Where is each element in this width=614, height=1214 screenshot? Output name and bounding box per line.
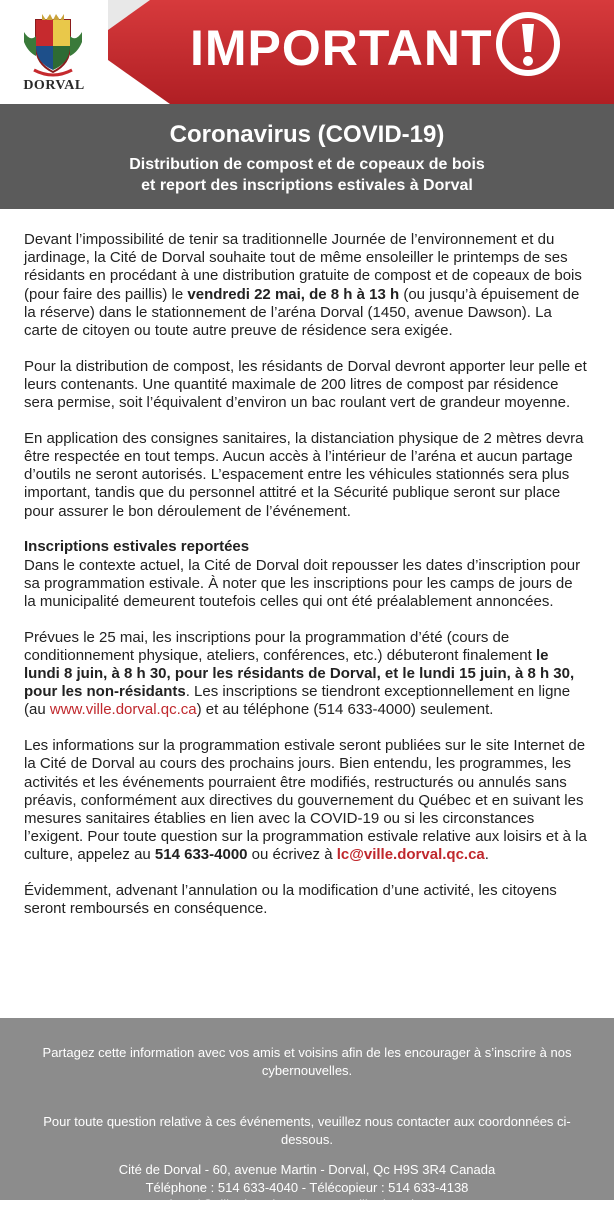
p1-text-b: (ou jusqu’à épuisement de la réserve) dans le stationnement de l’aréna Dorval (1450, avenue Dawson). La carte de citoyen ou toute autre preuve de résidence sera exigée. <box>24 285 580 340</box>
exclamation-circle-icon <box>494 10 562 78</box>
subtitle-line-2: et report des inscriptions estivales à Dorval <box>141 177 473 194</box>
p5-text-b: . Les inscriptions se tiendront exceptionnellement en ligne (au <box>24 683 571 719</box>
important-title: IMPORTANT <box>190 20 493 76</box>
footer-phones: Téléphone : 514 633-4040 - Télécopieur : 514 633-4138 <box>145 1179 469 1195</box>
footer <box>0 1018 614 1212</box>
p4-text: Dans le contexte actuel, la Cité de Dorval doit repousser les dates d’inscription pour sa programmation estivale. À noter que les inscriptions pour les camps de jours de la municipalité demeurent toutefois celles qui ont été préalablement annoncées. <box>24 556 581 610</box>
p6-text-b: ou écrivez à <box>247 846 337 864</box>
footer-share-text: Partagez cette information avec vos amis et voisins afin de les encourager à s’inscrire à nos cybernouvelles. <box>42 1045 572 1078</box>
paragraph-program-info <box>24 737 588 864</box>
footer-contact-block <box>20 1161 594 1214</box>
p5-dates-bold: le lundi 8 juin, à 8 h 30, pour les résidants de Dorval, et le lundi 15 juin, à 8 h 30, pour les non-résidants <box>24 646 575 701</box>
footer-address: Cité de Dorval - 60, avenue Martin - Dorval, Qc H9S 3R4 Canada <box>118 1162 496 1177</box>
header-banner <box>0 0 614 104</box>
p1-date-bold: vendredi 22 mai, de 8 h à 13 h <box>187 285 400 303</box>
dorval-crest-icon <box>22 12 84 78</box>
footer-web-links[interactable]: dorval@ville.dorval.qc.ca - www.ville.dorval.qc.ca <box>165 1197 449 1212</box>
article-body <box>0 209 614 919</box>
subtitle-line-1: Distribution de compost et de copeaux de bois <box>129 156 485 173</box>
website-link[interactable]: www.ville.dorval.qc.ca <box>49 701 197 719</box>
p5-text-a: Prévues le 25 mai, les inscriptions pour la programmation d’été (cours de conditionnement physique, ateliers, conférences, etc.) débuteront finalement <box>24 628 536 664</box>
page-subtitle <box>0 154 614 196</box>
paragraph-refund: Évidemment, advenant l’annulation ou la modification d’une activité, les citoyens seront remboursés en conséquence. <box>24 882 557 918</box>
paragraph-compost-distribution <box>24 231 588 340</box>
paragraph-registration-dates <box>24 629 588 720</box>
page-title: Coronavirus (COVID-19) <box>169 121 445 148</box>
paragraph-sanitary-rules: En application des consignes sanitaires, la distanciation physique de 2 mètres devra être respectée en tout temps. Aucun accès à l’intérieur de l’aréna et aucun partage d’outils ne seront autorisés. L’espacement entre les véhicules stationnés sera plus important, tandis que du personnel attitré et la Sécurité publique seront sur place pour assurer le bon déroulement de l’événement. <box>24 429 584 520</box>
dorval-logo <box>0 0 108 104</box>
p5-text-c: ) et au téléphone (514 633-4000) seulement. <box>196 701 494 719</box>
footer-contact-text: Pour toute question relative à ces événements, veuillez nous contacter aux coordonnées ci-dessous. <box>43 1114 571 1147</box>
email-link[interactable]: lc@ville.dorval.qc.ca <box>336 846 485 864</box>
p6-text-a: Les informations sur la programmation estivale seront publiées sur le site Internet de la Cité de Dorval au cours des prochains jours. Bien entendu, les programmes, les activités et les événements pourraient être modifiés, restructurés ou annulés sans préavis, conformément aux directives du gouvernement du Québec et en suivant les mesures sanitaires établies en lien avec la COVID-19 ou si les circonstances l’exigent. Pour toute question sur la programmation estivale relative aux loisirs et à la culture, appelez au <box>24 737 587 864</box>
paragraph-compost-rules: Pour la distribution de compost, les résidants de Dorval devront apporter leur pelle et leurs contenants. Une quantité maximale de 200 litres de compost par résidence sera permise, soit l’équivalent d’environ un bac roulant vert de grandeur moyenne. <box>24 357 587 412</box>
paragraph-summer-registration <box>24 538 588 611</box>
p1-text-a: Devant l’impossibilité de tenir sa traditionnelle Journée de l’environnement et du jardinage, la Cité de Dorval souhaite tout de même ensoleiller le printemps de ses résidants en procédant à une distribution gratuite de compost et de copeaux de bois (pour faire des paillis) le <box>24 231 582 303</box>
logo-wordmark: DORVAL <box>23 78 85 93</box>
p6-phone-bold: 514 633-4000 <box>154 846 248 864</box>
title-band <box>0 104 614 209</box>
p6-text-c: . <box>484 846 489 864</box>
section-heading-registration: Inscriptions estivales reportées <box>24 538 250 556</box>
